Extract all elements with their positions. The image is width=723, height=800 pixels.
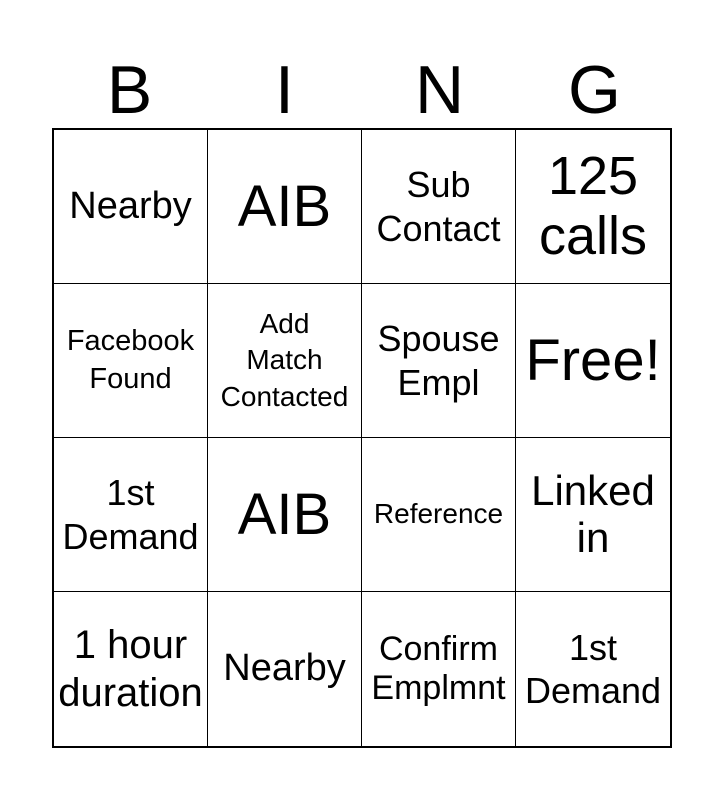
bingo-cell[interactable] — [54, 592, 208, 746]
free-space-cell[interactable] — [516, 284, 670, 438]
bingo-cell[interactable] — [208, 130, 362, 284]
bingo-cell[interactable] — [54, 284, 208, 438]
bingo-cell-label: AIB — [237, 481, 332, 547]
bingo-cell-label: 125 calls — [538, 146, 648, 266]
bingo-cell[interactable] — [516, 592, 670, 746]
bingo-cell[interactable] — [516, 438, 670, 592]
bingo-cell[interactable] — [208, 438, 362, 592]
bingo-header — [52, 50, 672, 130]
bingo-cell-label: Nearby — [223, 647, 346, 690]
bingo-cell-label: Free! — [525, 327, 661, 393]
header-letter-n: N — [414, 52, 465, 128]
bingo-cell-label: Spouse Empl — [377, 318, 500, 403]
bingo-cell[interactable] — [208, 592, 362, 746]
bingo-cell[interactable] — [362, 592, 516, 746]
bingo-cell-label: 1 hour duration — [58, 623, 203, 715]
bingo-cell-label: 1st Demand — [524, 626, 662, 711]
bingo-cell[interactable] — [362, 130, 516, 284]
bingo-cell-label: Reference — [373, 498, 504, 530]
header-letter-i: I — [275, 52, 294, 128]
bingo-cell-label: Facebook Found — [66, 324, 195, 395]
bingo-card-grid — [52, 128, 672, 748]
bingo-cell[interactable] — [54, 438, 208, 592]
bingo-cell-label: Add Match Contacted — [220, 307, 349, 412]
bingo-cell-label: AIB — [237, 173, 332, 239]
bingo-cell-label: Nearby — [69, 184, 192, 227]
bingo-cell[interactable] — [54, 130, 208, 284]
bingo-cell[interactable] — [362, 284, 516, 438]
bingo-cell[interactable] — [208, 284, 362, 438]
bingo-cell-label: Linked in — [531, 467, 655, 561]
bingo-cell-label: Confirm Emplmnt — [371, 629, 506, 707]
header-letter-g: G — [568, 52, 621, 128]
bingo-cell[interactable] — [362, 438, 516, 592]
header-letter-b: B — [106, 52, 153, 128]
bingo-cell-label: Sub Contact — [376, 164, 501, 249]
bingo-cell[interactable] — [516, 130, 670, 284]
bingo-cell-label: 1st Demand — [62, 472, 199, 557]
